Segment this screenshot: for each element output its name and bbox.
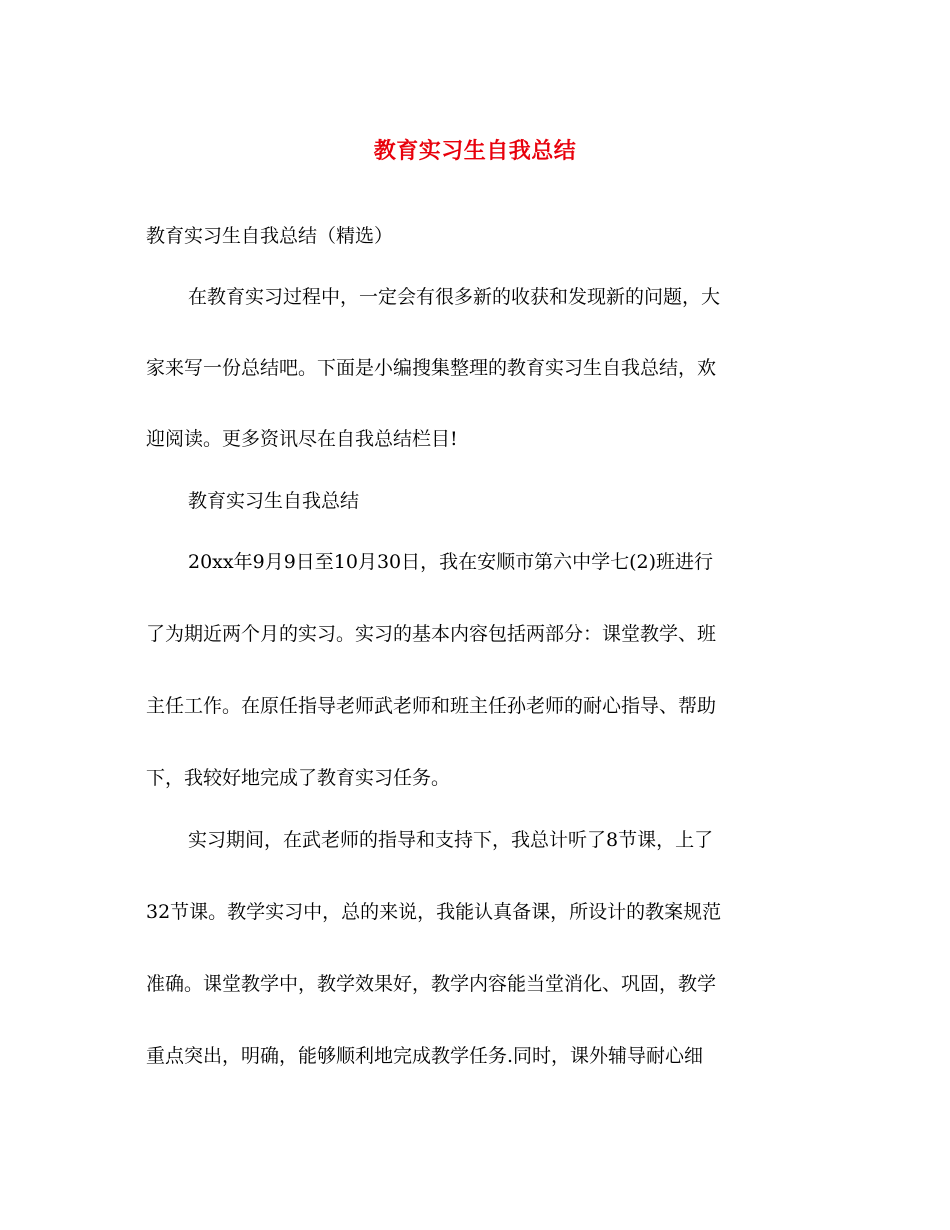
paragraph-line: 准确。课堂教学中，教学效果好，教学内容能当堂消化、巩固，教学: [146, 973, 717, 995]
document-title: 教育实习生自我总结: [373, 138, 577, 164]
paragraph-line: 重点突出，明确，能够顺利地完成教学任务.同时，课外辅导耐心细: [146, 1045, 704, 1067]
paragraph-line: 20xx年9月9日至10月30日，我在安顺市第六中学七(2)班进行: [188, 551, 714, 573]
paragraph-line: 在教育实习过程中，一定会有很多新的收获和发现新的问题，大: [188, 286, 721, 308]
paragraph-line: 迎阅读。更多资讯尽在自我总结栏目!: [146, 428, 458, 450]
paragraph-line: 实习期间，在武老师的指导和支持下，我总计听了8节课，上了: [188, 829, 714, 851]
paragraph-line: 下，我较好地完成了教育实习任务。: [146, 767, 451, 789]
paragraph-line: 主任工作。在原任指导老师武老师和班主任孙老师的耐心指导、帮助: [146, 695, 717, 717]
subtitle-line: 教育实习生自我总结（精选）: [146, 225, 394, 247]
paragraph-line: 了为期近两个月的实习。实习的基本内容包括两部分：课堂教学、班: [146, 623, 717, 645]
paragraph-line: 32节课。教学实习中，总的来说，我能认真备课，所设计的教案规范: [146, 901, 722, 923]
section-heading: 教育实习生自我总结: [188, 490, 360, 512]
paragraph-line: 家来写一份总结吧。下面是小编搜集整理的教育实习生自我总结，欢: [146, 357, 717, 379]
